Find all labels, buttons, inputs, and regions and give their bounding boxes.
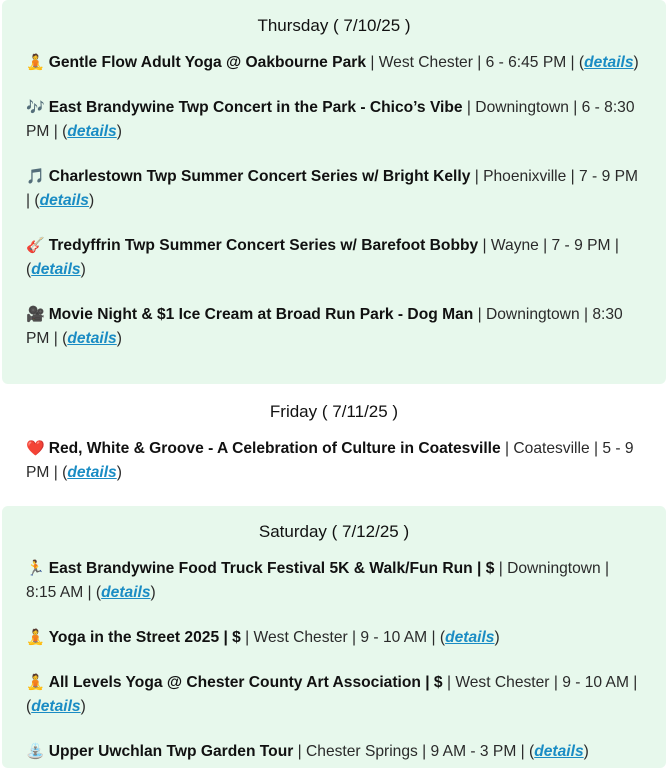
runner-icon: 🏃: [26, 559, 45, 577]
event-item: [26, 556, 642, 605]
yoga-icon: 🧘: [26, 628, 45, 646]
day-section-friday: [2, 384, 666, 506]
event-title: Charlestown Twp Summer Concert Series w/ Bright Kelly: [48, 168, 471, 185]
event-meta: | Downingtown | 8:30 PM | (: [26, 306, 623, 347]
event-title: East Brandywine Twp Concert in the Park - Chico’s Vibe: [48, 99, 463, 116]
details-link[interactable]: details: [67, 123, 117, 140]
fountain-icon: ⛲: [26, 742, 45, 760]
event-meta: | Phoenixville | 7 - 9 PM | (: [26, 168, 638, 209]
paren-close: ): [80, 698, 86, 715]
day-section-thursday: [2, 0, 666, 384]
paren-close: ): [150, 584, 156, 601]
paren-close: ): [116, 330, 122, 347]
details-link[interactable]: details: [534, 743, 584, 760]
event-meta: | Wayne | 7 - 9 PM | (: [26, 237, 619, 278]
music-notes-icon: 🎶: [26, 98, 45, 116]
event-item: [26, 164, 642, 213]
event-meta: | Downingtown | 8:15 AM | (: [26, 560, 610, 601]
day-header: Saturday ( 7/12/25 ): [258, 522, 410, 541]
details-link[interactable]: details: [67, 464, 117, 481]
paren-close: ): [494, 629, 500, 646]
details-link[interactable]: details: [445, 629, 495, 646]
movie-camera-icon: 🎥: [26, 305, 45, 323]
guitar-icon: 🎸: [26, 236, 45, 254]
heart-icon: ❤️: [26, 439, 45, 457]
event-item: [26, 739, 642, 764]
event-title: Yoga in the Street 2025 | $: [48, 629, 241, 646]
paren-close: ): [116, 123, 122, 140]
event-item: [26, 95, 642, 144]
event-title: East Brandywine Food Truck Festival 5K & Walk/Fun Run | $: [48, 560, 495, 577]
event-title: Tredyffrin Twp Summer Concert Series w/ Barefoot Bobby: [48, 237, 479, 254]
event-item: [26, 302, 642, 351]
event-meta: | West Chester | 9 - 10 AM | (: [26, 674, 638, 715]
event-item: [26, 625, 642, 650]
day-section-saturday: [2, 506, 666, 768]
yoga-icon: 🧘: [26, 673, 45, 691]
event-meta: | West Chester | 6 - 6:45 PM | (: [366, 54, 585, 71]
yoga-icon: 🧘: [26, 53, 45, 71]
event-item: [26, 670, 642, 719]
music-note-icon: 🎵: [26, 167, 45, 185]
event-title: Gentle Flow Adult Yoga @ Oakbourne Park: [48, 54, 366, 71]
details-link[interactable]: details: [39, 192, 89, 209]
details-link[interactable]: details: [67, 330, 117, 347]
event-title: Red, White & Groove - A Celebration of Culture in Coatesville: [48, 440, 501, 457]
details-link[interactable]: details: [31, 698, 81, 715]
event-meta: | Coatesville | 5 - 9 PM | (: [26, 440, 634, 481]
paren-close: ): [80, 261, 86, 278]
event-item: [26, 436, 642, 485]
details-link[interactable]: details: [31, 261, 81, 278]
event-item: [26, 233, 642, 282]
event-meta: | Chester Springs | 9 AM - 3 PM | (: [293, 743, 535, 760]
paren-close: ): [633, 54, 639, 71]
details-link[interactable]: details: [584, 54, 634, 71]
event-meta: | Downingtown | 6 - 8:30 PM | (: [26, 99, 635, 140]
details-link[interactable]: details: [101, 584, 151, 601]
event-meta: | West Chester | 9 - 10 AM | (: [240, 629, 446, 646]
day-header: Thursday ( 7/10/25 ): [257, 16, 411, 35]
day-header: Friday ( 7/11/25 ): [269, 402, 399, 421]
event-title: All Levels Yoga @ Chester County Art Association | $: [48, 674, 443, 691]
event-title: Movie Night & $1 Ice Cream at Broad Run Park - Dog Man: [48, 306, 474, 323]
event-title: Upper Uwchlan Twp Garden Tour: [48, 743, 294, 760]
paren-close: ): [116, 464, 122, 481]
paren-close: ): [583, 743, 589, 760]
event-item: [26, 50, 642, 75]
paren-close: ): [88, 192, 95, 209]
